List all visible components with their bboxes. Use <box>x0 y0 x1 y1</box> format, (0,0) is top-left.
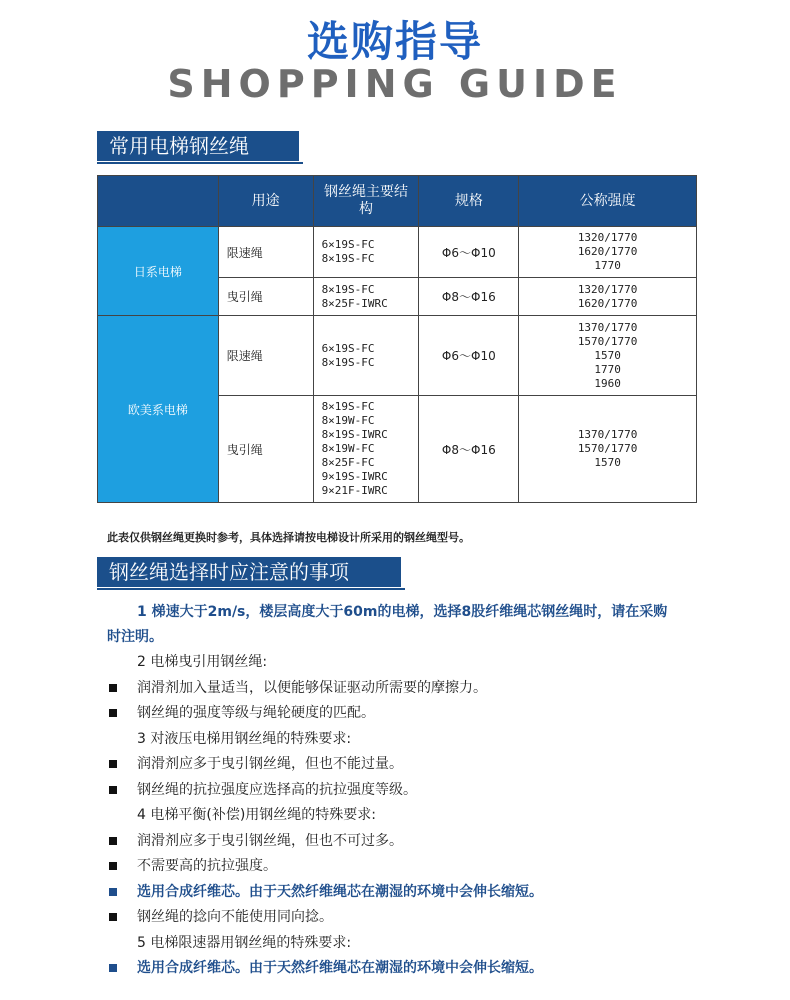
structure-line: 6×19S-FC <box>321 341 375 355</box>
section-title-selection-notes: 钢丝绳选择时应注意的事项 <box>97 557 401 587</box>
note-subheading <box>107 727 747 753</box>
use-cell: 曳引绳 <box>218 396 313 503</box>
strength-line: 1620/1770 <box>577 245 638 258</box>
bullet-text: 不需要高的抗拉强度。 <box>137 858 277 874</box>
strength-line: 1370/1770 <box>577 320 638 334</box>
structure-cell <box>313 278 419 316</box>
note-subheading <box>107 803 747 829</box>
structure-line: 9×19S-IWRC <box>321 470 388 483</box>
strength-line: 1960 <box>594 376 621 390</box>
strength-line: 1570 <box>594 348 621 362</box>
note-item-1 <box>107 600 747 650</box>
structure-line: 8×25F-IWRC <box>321 296 388 310</box>
bullet-item <box>107 905 747 931</box>
structure-line: 8×19W-FC <box>321 442 375 455</box>
note-subheading <box>107 931 747 957</box>
note-subheading-text: 3 对液压电梯用钢丝绳的特殊要求: <box>137 730 352 747</box>
structure-cell <box>313 316 419 396</box>
bullet-text: 选用合成纤维芯。由于天然纤维绳芯在潮湿的环境中会伸长缩短。 <box>137 960 543 976</box>
selection-notes <box>107 600 747 982</box>
strength-cell <box>519 396 697 503</box>
bullet-text: 润滑剂加入量适当，以便能够保证驱动所需要的摩擦力。 <box>137 679 487 696</box>
strength-line: 1620/1770 <box>577 296 638 310</box>
structure-line: 8×19S-FC <box>321 282 375 296</box>
bullet-text: 润滑剂应多于曳引钢丝绳，但也不能过量。 <box>137 756 403 772</box>
strength-line: 1570 <box>594 456 621 469</box>
strength-line: 1770 <box>594 259 621 272</box>
strength-line: 1320/1770 <box>577 231 638 244</box>
strength-cell <box>519 227 697 278</box>
bullet-item <box>107 676 747 702</box>
header-structure <box>313 176 419 227</box>
use-cell: 曳引绳 <box>218 278 313 316</box>
table-note: 此表仅供钢丝绳更换时参考，具体选择请按电梯设计所采用的钢丝绳型号。 <box>107 531 470 544</box>
use-cell: 限速绳 <box>218 316 313 396</box>
note-subheading-text: 5 电梯限速器用钢丝绳的特殊要求: <box>137 934 352 951</box>
header-spec: 规格 <box>419 176 519 227</box>
structure-line: 8×19W-FC <box>321 414 375 427</box>
square-bullet-icon <box>109 964 117 972</box>
header-structure-line1: 钢丝绳主要结 <box>323 184 408 200</box>
square-bullet-icon <box>109 913 117 921</box>
spec-cell: Φ8～Φ16 <box>419 396 519 503</box>
header-category <box>98 176 219 227</box>
bullet-item <box>107 854 747 880</box>
strength-line: 1320/1770 <box>577 282 638 296</box>
header-use: 用途 <box>218 176 313 227</box>
spec-cell: Φ8～Φ16 <box>419 278 519 316</box>
structure-line: 8×25F-FC <box>321 456 375 469</box>
structure-line: 8×19S-FC <box>321 400 375 413</box>
strength-cell <box>519 316 697 396</box>
square-bullet-icon <box>109 862 117 870</box>
page-title: 选购指导 <box>306 17 483 66</box>
structure-cell <box>313 396 419 503</box>
header-structure-line2: 构 <box>358 201 373 217</box>
bullet-item <box>107 880 747 906</box>
page-subtitle: SHOPPING GUIDE <box>167 62 623 106</box>
square-bullet-icon <box>109 888 117 896</box>
strength-line: 1570/1770 <box>577 442 638 455</box>
structure-cell <box>313 227 419 278</box>
bullet-text: 润滑剂应多于曳引钢丝绳，但也不可过多。 <box>137 832 403 849</box>
bullet-item <box>107 701 747 727</box>
note-item-1-line1: 1 梯速大于2m/s，楼层高度大于60m的电梯，选择8股纤维绳芯钢丝绳时，请在采购 <box>137 604 668 620</box>
square-bullet-icon <box>109 786 117 794</box>
note-subheading-text: 2 电梯曳引用钢丝绳: <box>137 654 268 670</box>
structure-line: 6×19S-FC <box>321 238 375 251</box>
header-strength: 公称强度 <box>519 176 697 227</box>
table-row <box>98 227 697 278</box>
strength-line: 1570/1770 <box>577 334 638 348</box>
rope-spec-table <box>97 175 697 503</box>
use-cell: 限速绳 <box>218 227 313 278</box>
strength-cell <box>519 278 697 316</box>
note-subheading <box>107 650 747 676</box>
table-row <box>98 316 697 396</box>
square-bullet-icon <box>109 684 117 692</box>
structure-line: 9×21F-IWRC <box>321 484 388 497</box>
square-bullet-icon <box>109 837 117 845</box>
strength-line: 1370/1770 <box>577 428 638 441</box>
bullet-text: 选用合成纤维芯。由于天然纤维绳芯在潮湿的环境中会伸长缩短。 <box>137 883 543 900</box>
bullet-item <box>107 778 747 804</box>
bullet-text: 钢丝绳的抗拉强度应选择高的抗拉强度等级。 <box>137 781 417 798</box>
category-cell: 日系电梯 <box>98 227 219 316</box>
bullet-item <box>107 956 747 982</box>
strength-line: 1770 <box>594 362 621 376</box>
bullet-text: 钢丝绳的强度等级与绳轮硬度的匹配。 <box>137 705 375 721</box>
structure-line: 8×19S-FC <box>321 252 375 265</box>
spec-cell: Φ6～Φ10 <box>419 316 519 396</box>
structure-line: 8×19S-IWRC <box>321 428 388 441</box>
structure-line: 8×19S-FC <box>321 355 375 369</box>
note-item-1-line2: 时注明。 <box>107 629 163 645</box>
section-title-common-ropes: 常用电梯钢丝绳 <box>97 131 299 161</box>
bullet-text: 钢丝绳的捻向不能使用同向捻。 <box>137 909 333 925</box>
note-subheading-text: 4 电梯平衡(补偿)用钢丝绳的特殊要求: <box>137 807 376 823</box>
square-bullet-icon <box>109 709 117 717</box>
bullet-item <box>107 752 747 778</box>
square-bullet-icon <box>109 760 117 768</box>
bullet-item <box>107 829 747 855</box>
table-header-row <box>98 176 697 227</box>
spec-cell: Φ6～Φ10 <box>419 227 519 278</box>
category-cell: 欧美系电梯 <box>98 316 219 503</box>
